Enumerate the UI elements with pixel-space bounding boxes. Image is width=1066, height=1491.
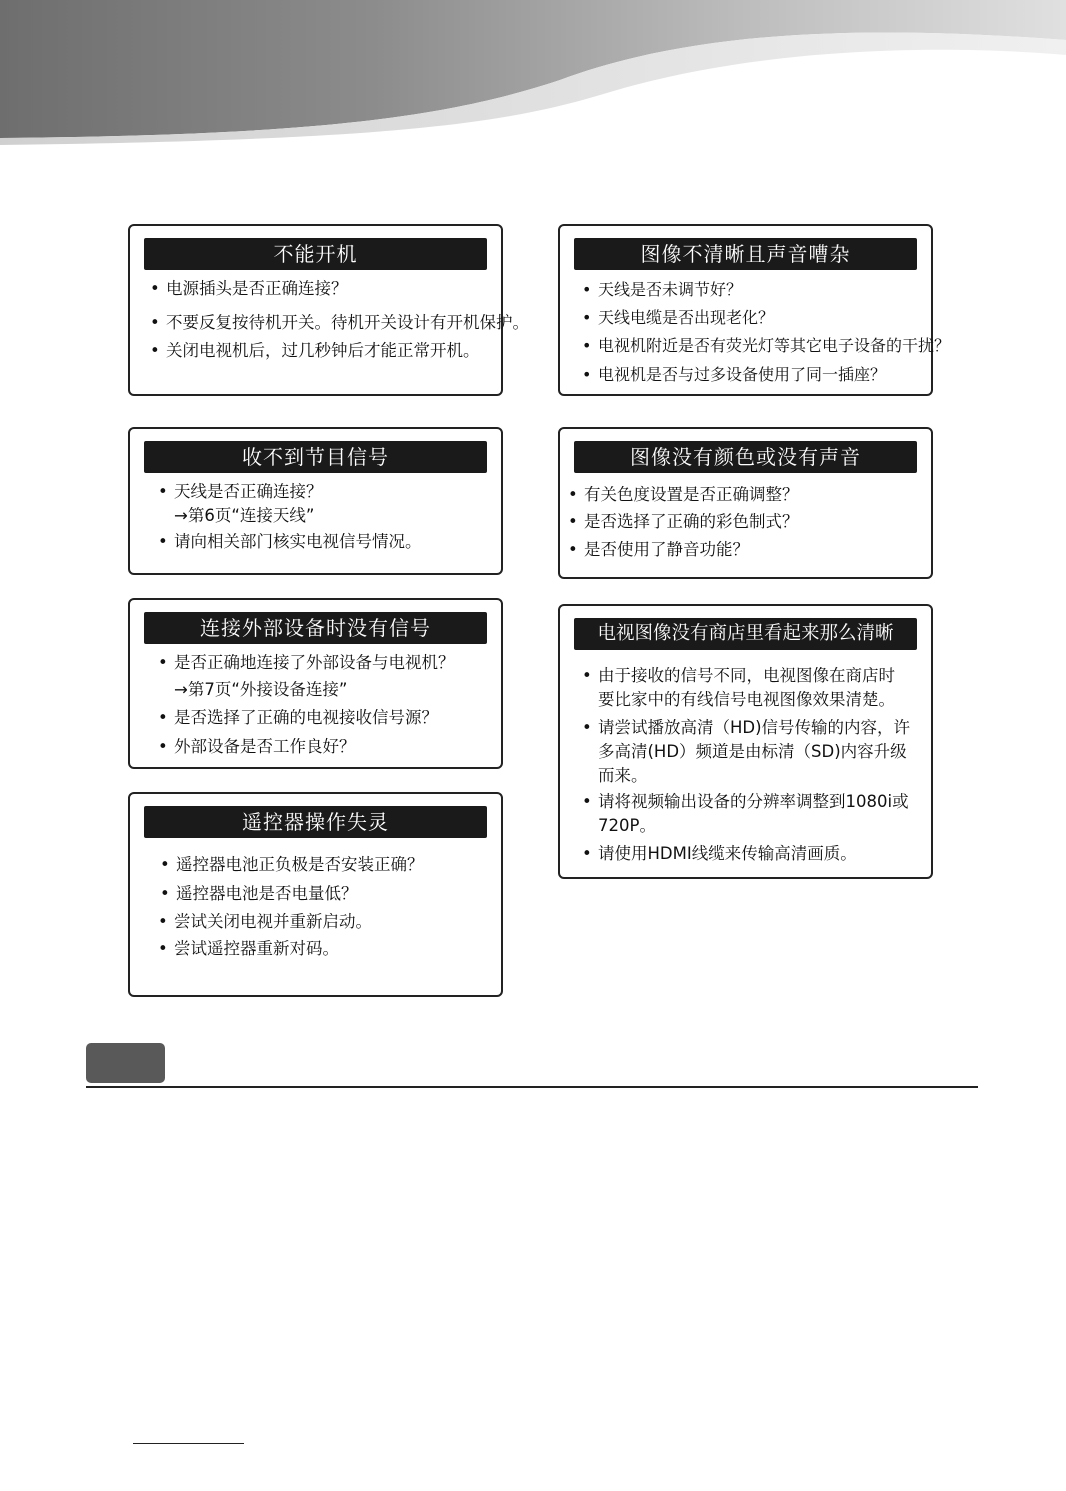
item-text: 请尝试播放高清（HD)信号传输的内容，许多高清(HD）频道是由标清（SD)内容升级而来。 <box>598 718 911 785</box>
box-title: 图像不清晰且声音嘈杂 <box>574 238 917 270</box>
list-item <box>568 509 923 535</box>
list-item <box>150 310 529 336</box>
item-text: 请使用HDMI线缆来传输高清画质。 <box>598 844 857 863</box>
item-text: 是否正确地连接了外部设备与电视机？ <box>174 653 455 672</box>
item-text: 天线是否正确连接？ <box>174 482 323 501</box>
page-reference: →第7页“外接设备连接” <box>174 680 348 699</box>
troubleshoot-box-external-device <box>128 598 503 769</box>
bullet: • <box>158 532 168 551</box>
bullet: • <box>158 653 168 672</box>
bullet: • <box>158 939 168 958</box>
list-item <box>158 909 493 935</box>
item-text: 遥控器电池正负极是否安装正确？ <box>176 855 424 874</box>
list-item <box>160 852 493 878</box>
item-text: 由于接收的信号不同，电视图像在商店时要比家中的有线信号电视图像效果清楚。 <box>598 666 895 709</box>
list-item <box>582 333 951 359</box>
item-text: 有关色度设置是否正确调整？ <box>584 485 799 504</box>
item-text: 请向相关部门核实电视信号情况。 <box>174 532 422 551</box>
list-item <box>582 664 911 712</box>
bullet: • <box>582 844 592 863</box>
item-text: 尝试关闭电视并重新启动。 <box>174 912 372 931</box>
list-item <box>158 479 493 505</box>
bullet: • <box>160 884 170 903</box>
footer-rule <box>133 1443 244 1444</box>
list-item <box>582 277 923 303</box>
bullet: • <box>160 855 170 874</box>
bullet: • <box>582 792 592 811</box>
bullet: • <box>158 708 168 727</box>
bullet: • <box>150 279 160 298</box>
list-item <box>150 338 493 364</box>
bullet: • <box>568 540 578 559</box>
list-item <box>582 790 911 838</box>
item-text: 是否选择了正确的电视接收信号源？ <box>174 708 438 727</box>
header-wave-graphic <box>0 0 1066 160</box>
section-tab-marker <box>86 1043 165 1083</box>
troubleshoot-box-store <box>558 604 933 879</box>
troubleshoot-box-no-color <box>558 427 933 579</box>
bullet: • <box>582 666 592 685</box>
box-title: 遥控器操作失灵 <box>144 806 487 838</box>
list-item <box>150 276 493 302</box>
item-text: 电视机附近是否有荧光灯等其它电子设备的干扰？ <box>598 336 951 355</box>
item-text: 是否选择了正确的彩色制式？ <box>584 512 799 531</box>
list-item <box>158 529 493 555</box>
item-text: 关闭电视机后，过几秒钟后才能正常开机。 <box>166 341 480 360</box>
bullet: • <box>150 341 160 360</box>
page-reference: →第6页“连接天线” <box>174 506 315 525</box>
bullet: • <box>158 912 168 931</box>
bullet: • <box>582 718 592 737</box>
bullet: • <box>158 482 168 501</box>
list-item <box>582 842 911 866</box>
item-text: 请将视频输出设备的分辨率调整到1080i或720P。 <box>598 792 909 835</box>
list-item <box>160 881 493 907</box>
list-item <box>568 482 923 508</box>
bullet: • <box>582 280 592 299</box>
bullet: • <box>582 336 592 355</box>
bullet: • <box>582 365 592 384</box>
list-item <box>568 537 923 563</box>
bullet: • <box>582 308 592 327</box>
box-title: 图像没有颜色或没有声音 <box>574 441 917 473</box>
box-title: 电视图像没有商店里看起来那么清晰 <box>574 618 917 650</box>
item-text: 天线电缆是否出现老化？ <box>598 308 775 327</box>
box-title: 不能开机 <box>144 238 487 270</box>
box-title: 连接外部设备时没有信号 <box>144 612 487 644</box>
bullet: • <box>568 512 578 531</box>
troubleshoot-box-no-signal <box>128 427 503 575</box>
list-item <box>158 936 493 962</box>
list-item <box>158 705 493 731</box>
list-item <box>582 362 923 388</box>
troubleshoot-box-remote <box>128 792 503 997</box>
item-text: 遥控器电池是否电量低？ <box>176 884 358 903</box>
section-divider <box>86 1086 978 1088</box>
troubleshoot-box-noisy <box>558 224 951 396</box>
troubleshoot-box-no-power <box>128 224 529 396</box>
list-item <box>582 716 911 788</box>
list-item <box>158 650 493 676</box>
bullet: • <box>568 485 578 504</box>
item-text: 尝试遥控器重新对码。 <box>174 939 339 958</box>
item-text: 外部设备是否工作良好？ <box>174 737 356 756</box>
box-title: 收不到节目信号 <box>144 441 487 473</box>
item-text: 不要反复按待机开关。待机开关设计有开机保护。 <box>166 313 529 332</box>
item-text: 是否使用了静音功能？ <box>584 540 749 559</box>
item-text: 电视机是否与过多设备使用了同一插座？ <box>598 365 887 384</box>
item-text: 天线是否未调节好？ <box>598 280 743 299</box>
item-text: 电源插头是否正确连接？ <box>166 279 348 298</box>
bullet: • <box>150 313 160 332</box>
bullet: • <box>158 737 168 756</box>
list-item <box>158 734 493 760</box>
list-item <box>582 305 923 331</box>
